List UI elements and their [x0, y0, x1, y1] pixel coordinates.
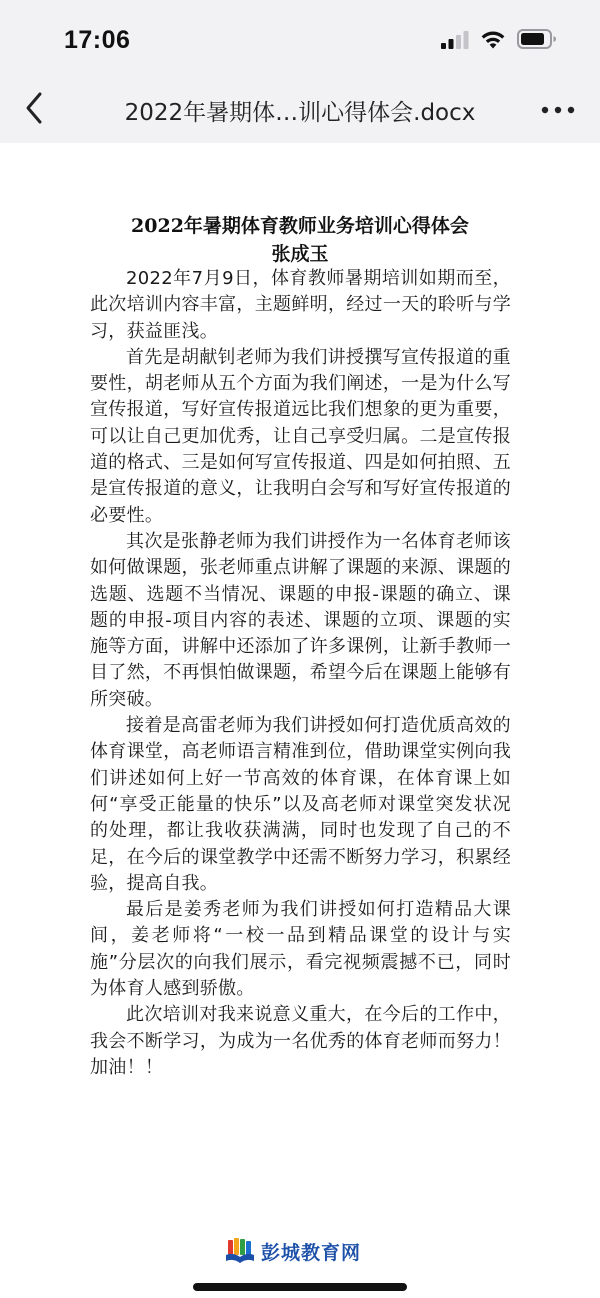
status-bar	[0, 0, 600, 80]
document-title-bar: 2022年暑期体…训心得体会.docx	[124, 100, 476, 126]
more-dots-icon	[538, 98, 578, 122]
watermark	[225, 1236, 361, 1266]
back-button[interactable]	[18, 88, 54, 128]
more-button[interactable]	[538, 98, 578, 122]
home-indicator[interactable]	[193, 1283, 407, 1291]
document-author: 张成玉	[271, 243, 329, 265]
paragraph: 接着是高雷老师为我们讲授如何打造优质高效的体育课堂，高老师语言精准到位，借助课堂实例向我们讲述如何上好一节高效的体育课，在体育课上如何“享受正能量的快乐”以及高老师对课堂突发状况的处理，都让我收获满满，同时也发现了自己的不足，在今后的课堂教学中还需不断努力学习，积累经验，提高自我。	[90, 715, 511, 894]
book-logo-icon	[225, 1237, 255, 1265]
document-heading: 2022年暑期体育教师业务培训心得体会	[131, 215, 469, 237]
battery-icon	[517, 28, 557, 50]
document-page[interactable]	[0, 143, 600, 1298]
paragraph: 首先是胡献钊老师为我们讲授撰写宣传报道的重要性，胡老师从五个方面为我们阐述，一是为什么写宣传报道，写好宣传报道远比我们想象的更为重要，可以让自己更加优秀，让自己享受归属。二是宣传报道的格式、三是如何写宣传报道、四是如何拍照、五是宣传报道的意义，让我明白会写和写好宣传报道的必要性。	[90, 346, 511, 526]
document-body	[90, 266, 511, 1081]
paragraph: 最后是姜秀老师为我们讲授如何打造精品大课间，姜老师将“一校一品到精品课堂的设计与实施”分层次的向我们展示，看完视频震撼不已，同时为体育人感到骄傲。	[90, 899, 511, 1000]
chevron-left-icon	[18, 88, 54, 128]
paragraph: 此次培训对我来说意义重大，在今后的工作中，我会不断学习，为成为一名优秀的体育老师而努力！加油！！	[90, 1004, 511, 1078]
status-time: 17:06	[64, 26, 131, 54]
paragraph: 其次是张静老师为我们讲授作为一名体育老师该如何做课题，张老师重点讲解了课题的来源、课题的选题、选题不当情况、课题的申报-课题的确立、课题的申报-项目内容的表述、课题的立项、课题的实施等方面，讲解中还添加了许多课例，让新手教师一目了然，不再惧怕做课题，希望今后在课题上能够有所突破。	[90, 530, 511, 710]
cellular-signal-icon	[441, 31, 469, 49]
nav-bar	[0, 80, 600, 140]
watermark-text: 彭城教育网	[261, 1241, 362, 1264]
wifi-icon	[479, 28, 507, 50]
paragraph: 2022年7月9日，体育教师暑期培训如期而至，此次培训内容丰富，主题鲜明，经过一天的聆听与学习，获益匪浅。	[90, 268, 511, 342]
